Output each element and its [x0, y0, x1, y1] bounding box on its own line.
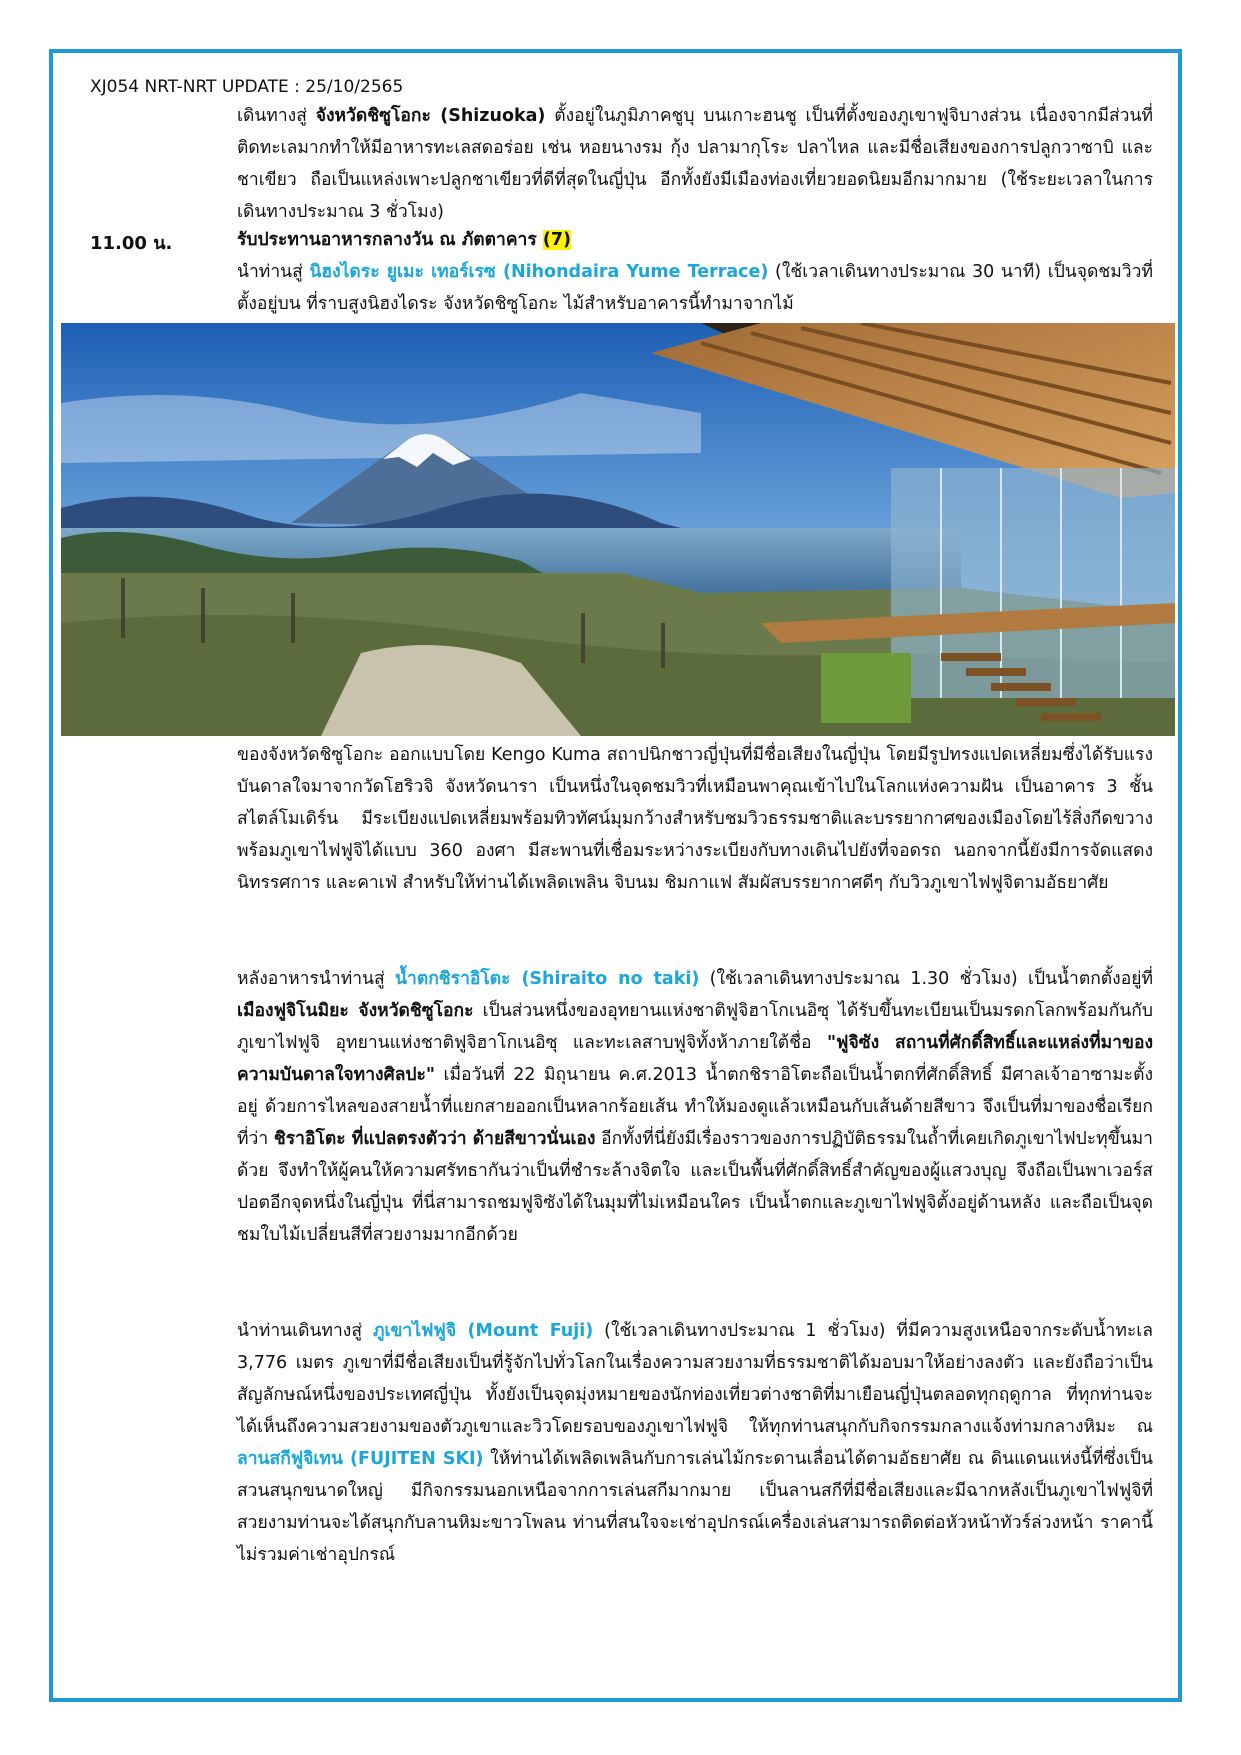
fujiten-ski-name: ลานสกีฟูจิเทน (FUJITEN SKI) — [237, 1449, 484, 1469]
fuji-view-illustration — [61, 323, 1175, 736]
lunch-time: 11.00 น. — [90, 233, 173, 254]
lunch-text: รับประทานอาหารกลางวัน ณ ภัตตาคาร — [237, 230, 543, 250]
shiraito-text-4: อีกทั้งที่นี่ยังมีเรื่องราวของการปฏิบัติธรรมในถ้ำที่เคยเกิดภูเขาไฟปะทุขึ้นมาด้วย จึงทำให้ผู้คนให้ความศรัทธากันว่าเป็นที่ชำระล้างจิตใจ และเป็นพื้นที่ศักดิ์สิทธิ์สำคัญของผู้แสวงบุญ จึงถือเป็นพาเวอร์สปอตอีกจุดหนึ่งในญี่ปุ่น ที่นี่สามารถชมฟูจิซังได้ในมุมที่ไม่เหมือนใคร เป็นน้ำตกและภูเขาไฟฟูจิตั้งอยู่ด้านหลัง และถือเป็นจุดชมใบไม้เปลี่ยนสีที่สวยงามมากอีกด้วย — [237, 1129, 1154, 1245]
shizuoka-pre: เดินทางสู่ — [237, 106, 316, 126]
nihondaira-terrace-photo — [61, 323, 1175, 736]
shizuoka-paragraph — [237, 100, 1153, 228]
nihondaira-intro — [237, 256, 1153, 320]
shiraito-name: น้ำตกชิราอิโตะ (Shiraito no taki) — [395, 969, 700, 989]
nihondaira-pre: นำท่านสู่ — [237, 262, 310, 282]
shiraito-text-2: เป็นส่วนหนึ่งของอุทยานแห่งชาติฟูจิฮาโกเนอิซุ ได้รับขึ้นทะเบียนเป็นมรดกโลกพร้อมกันกับภูเขาไฟฟูจิ อุทยานแห่งชาติฟูจิฮาโกเนอิซุ และทะเลสาบฟูจิทั้งห้าภายใต้ชื่อ — [237, 1001, 1153, 1053]
fuji-pre: นำท่านเดินทางสู่ — [237, 1321, 373, 1341]
meal-number-badge: (7) — [542, 230, 572, 250]
lunch-line — [237, 224, 1153, 256]
shiraito-text-3: เมื่อวันที่ 22 มิถุนายน ค.ศ.2013 น้ำตกชิราอิโตะถือเป็นน้ำตกที่ศักดิ์สิทธิ์ มีศาลเจ้าอาซามะตั้งอยู่ ด้วยการไหลของสายน้ำที่แยกสายออกเป็นหลากร้อยเส้น ทำให้มองดูแล้วเหมือนกับเส้นด้ายสีขาว จึงเป็นที่มาของชื่อเรียกที่ว่า — [237, 1065, 1153, 1149]
shizuoka-name: จังหวัดชิซูโอกะ (Shizuoka) — [315, 106, 546, 126]
tour-code-header: XJ054 NRT-NRT UPDATE : 25/10/2565 — [90, 77, 404, 97]
nihondaira-intro-text: (ใช้เวลาเดินทางประมาณ 30 นาที) เป็นจุดชมวิวที่ตั้งอยู่บน ที่ราบสูงนิฮงไดระ จังหวัดชิซูโอกะ ไม้สำหรับอาคารนี้ทำมาจากไม้ — [237, 262, 1153, 314]
shiraito-text-1: (ใช้เวลาเดินทางประมาณ 1.30 ชั่วโมง) เป็นน้ำตกตั้งอยู่ที่ — [699, 969, 1153, 989]
shiraito-heritage-title: "ฟูจิซัง สถานที่ศักดิ์สิทธิ์และแหล่งที่มาของความบันดาลใจทางศิลปะ" — [237, 1033, 1153, 1085]
nihondaira-name: นิฮงไดระ ยูเมะ เทอร์เรซ (Nihondaira Yume Terrace) — [309, 262, 769, 282]
shiraito-meaning: ชิราอิโตะ ที่แปลตรงตัวว่า ด้ายสีขาวนั่นเอง — [273, 1129, 596, 1149]
shiraito-paragraph — [237, 963, 1153, 1251]
fuji-name: ภูเขาไฟฟูจิ (Mount Fuji) — [372, 1321, 594, 1341]
mount-fuji-paragraph — [237, 1315, 1153, 1571]
shizuoka-body: ตั้งอยู่ในภูมิภาคชูบุ บนเกาะฮนชู เป็นที่ตั้งของภูเขาฟูจิบางส่วน เนื่องจากมีส่วนที่ติดทะเลมากทำให้มีอาหารทะเลสดอร่อย เช่น หอยนางรม กุ้ง ปลามากุโระ ปลาไหล และมีชื่อเสียงของการปลูกวาซาบิ และชาเขียว ถือเป็นแหล่งเพาะปลูกชาเขียวที่ดีที่สุดในญี่ปุ่น อีกทั้งยังมีเมืองท่องเที่ยวยอดนิยมอีกมากมาย (ใช้ระยะเวลาในการเดินทางประมาณ 3 ชั่วโมง) — [237, 106, 1154, 222]
shiraito-location: เมืองฟูจิโนมิยะ จังหวัดชิซูโอกะ — [237, 1001, 474, 1021]
fuji-text-2: ให้ท่านได้เพลิดเพลินกับการเล่นไม้กระดานเลื่อนได้ตามอัธยาศัย ณ ดินแดนแห่งนี้ที่ซึ่งเป็นสวนสนุกขนาดใหญ่ มีกิจกรรมนอกเหนือจากการเล่นสกีมากมาย เป็นลานสกีที่มีชื่อเสียงและมีฉากหลังเป็นภูเขาไฟฟูจิที่สวยงามท่านจะได้สนุกกับลานหิมะขาวโพลน ท่านที่สนใจจะเช่าอุปกรณ์เครื่องเล่นสามารถติดต่อหัวหน้าทัวร์ล่วงหน้า ราคานี้ไม่รวมค่าเช่าอุปกรณ์ — [237, 1449, 1154, 1565]
fuji-text-1: (ใช้เวลาเดินทางประมาณ 1 ชั่วโมง) ที่มีความสูงเหนือจากระดับน้ำทะเล 3,776 เมตร ภูเขาที่มีชื่อเสียงเป็นที่รู้จักไปทั่วโลกในเรื่องความสวยงามที่ธรรมชาติได้มอบมาให้อย่างลงตัว และยังถือว่าเป็นสัญลักษณ์หนึ่งของประเทศญี่ปุ่น ทั้งยังเป็นจุดมุ่งหมายของนักท่องเที่ยวต่างชาติที่มาเยือนญี่ปุ่นตลอดทุกฤดูกาล ที่ทุกท่านจะได้เห็นถึงความสวยงามของตัวภูเขาและวิวโดยรอบของภูเขาไฟฟูจิ ให้ทุกท่านสนุกกับกิจกรรมกลางแจ้งท่ามกลางหิมะ ณ — [237, 1321, 1153, 1437]
shiraito-pre: หลังอาหารนำท่านสู่ — [237, 969, 396, 989]
nihondaira-description: ของจังหวัดชิซูโอกะ ออกแบบโดย Kengo Kuma สถาปนิกชาวญี่ปุ่นที่มีชื่อเสียงในญี่ปุ่น โดยมีรูปทรงแปดเหลี่ยมซึ่งได้รับแรงบันดาลใจมาจากวัดโฮริวจิ จังหวัดนารา เป็นหนึ่งในจุดชมวิวที่เหมือนพาคุณเข้าไปในโลกแห่งความฝัน เป็นอาคาร 3 ชั้น สไตล์โมเดิร์น มีระเบียงแปดเหลี่ยมพร้อมทิวทัศน์มุมกว้างสำหรับชมวิวธรรมชาติและบรรยากาศของเมืองโดยไร้สิ่งกีดขวางพร้อมภูเขาไฟฟูจิได้แบบ 360 องศา มีสะพานที่เชื่อมระหว่างระเบียงกับทางเดินไปยังที่จอดรถ นอกจากนี้ยังมีการจัดแสดงนิทรรศการ และคาเฟ่ สำหรับให้ท่านได้เพลิดเพลิน จิบนม ชิมกาแฟ สัมผัสบรรยากาศดีๆ กับวิวภูเขาไฟฟูจิตามอัธยาศัย — [237, 745, 1153, 893]
